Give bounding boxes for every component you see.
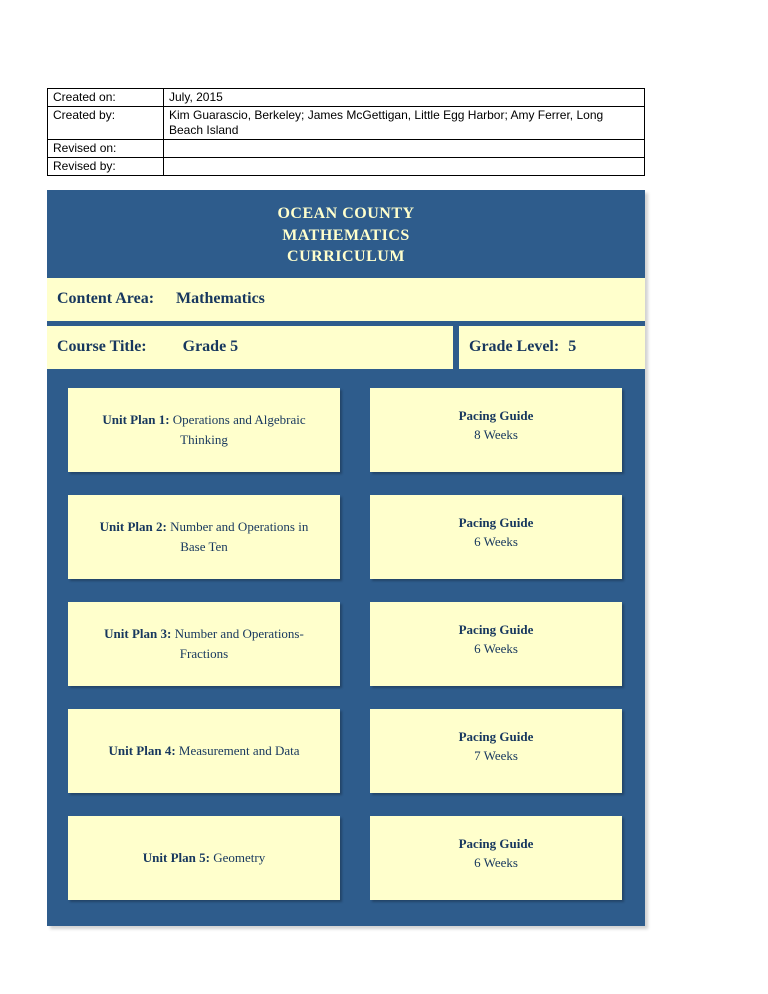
title-line-3: CURRICULUM [287, 248, 405, 266]
unit-row-2 [47, 495, 645, 579]
pacing-guide-4-weeks: 7 Weeks [474, 747, 518, 763]
unit-plan-2-box [68, 495, 340, 579]
pacing-guide-2-label: Pacing Guide [458, 514, 534, 530]
unit-plan-4-text [109, 741, 300, 761]
grade-level-label: Grade Level: [469, 338, 560, 356]
meta-label-created-by: Created by: [48, 107, 164, 140]
meta-label-created-on: Created on: [48, 89, 164, 107]
pacing-guide-2-weeks: 6 Weeks [474, 533, 518, 549]
table-row [48, 140, 645, 158]
pacing-guide-2-box [370, 495, 622, 579]
unit-plan-3-name: Number and Operations-Fractions [171, 625, 304, 661]
unit-row-5 [47, 816, 645, 900]
meta-value-revised-on [164, 140, 645, 158]
course-row [47, 326, 645, 369]
grade-level-cell [459, 326, 645, 369]
document-page [47, 88, 645, 926]
pacing-guide-1-label: Pacing Guide [458, 407, 534, 423]
course-title-cell [47, 326, 453, 369]
unit-plan-4-box [68, 709, 340, 793]
unit-plan-5-label: Unit Plan 5: [142, 849, 210, 865]
unit-row-3 [47, 602, 645, 686]
unit-plan-list [47, 369, 645, 926]
table-row [48, 89, 645, 107]
title-line-1: OCEAN COUNTY [277, 205, 415, 222]
pacing-guide-3-box [370, 602, 622, 686]
course-title-label: Course Title: [57, 338, 147, 356]
unit-row-1 [47, 388, 645, 472]
unit-plan-5-text [143, 848, 265, 868]
unit-plan-4-name: Measurement and Data [175, 742, 300, 758]
unit-plan-1-text [86, 410, 322, 450]
meta-label-revised-on: Revised on: [48, 140, 164, 158]
unit-plan-3-box [68, 602, 340, 686]
unit-plan-5-name: Geometry [209, 849, 266, 865]
unit-plan-1-box [68, 388, 340, 472]
unit-plan-3-text [86, 624, 322, 664]
content-area-value: Mathematics [176, 290, 265, 308]
pacing-guide-3-label: Pacing Guide [458, 621, 534, 637]
pacing-guide-5-label: Pacing Guide [458, 835, 534, 851]
pacing-guide-4-label: Pacing Guide [458, 728, 534, 744]
content-area-label: Content Area: [57, 290, 155, 308]
pacing-guide-3-weeks: 6 Weeks [474, 640, 518, 656]
title-line-2: MATHEMATICS [282, 226, 410, 244]
unit-plan-4-label: Unit Plan 4: [108, 742, 176, 758]
pacing-guide-5-weeks: 6 Weeks [474, 854, 518, 870]
meta-value-created-on: July, 2015 [164, 89, 645, 107]
curriculum-panel [47, 190, 645, 926]
table-row [48, 107, 645, 140]
pacing-guide-4-box [370, 709, 622, 793]
meta-label-revised-by: Revised by: [48, 158, 164, 176]
course-title-value: Grade 5 [182, 338, 239, 356]
meta-value-revised-by [164, 158, 645, 176]
unit-plan-1-label: Unit Plan 1: [102, 411, 170, 427]
meta-table [47, 88, 645, 176]
table-row [48, 158, 645, 176]
grade-level-value: 5 [568, 338, 577, 356]
unit-plan-2-label: Unit Plan 2: [99, 518, 167, 534]
unit-plan-5-box [68, 816, 340, 900]
content-area-bar [47, 278, 645, 321]
unit-plan-1-name: Operations and Algebraic Thinking [169, 411, 306, 447]
meta-value-created-by: Kim Guarascio, Berkeley; James McGettigan, Little Egg Harbor; Amy Ferrer, Long Beach Island [164, 107, 645, 140]
unit-plan-2-name: Number and Operations in Base Ten [166, 518, 309, 554]
pacing-guide-1-weeks: 8 Weeks [474, 426, 518, 442]
pacing-guide-1-box [370, 388, 622, 472]
pacing-guide-5-box [370, 816, 622, 900]
unit-plan-3-label: Unit Plan 3: [104, 625, 172, 641]
unit-plan-2-text [86, 517, 322, 557]
curriculum-title [47, 190, 645, 278]
unit-row-4 [47, 709, 645, 793]
